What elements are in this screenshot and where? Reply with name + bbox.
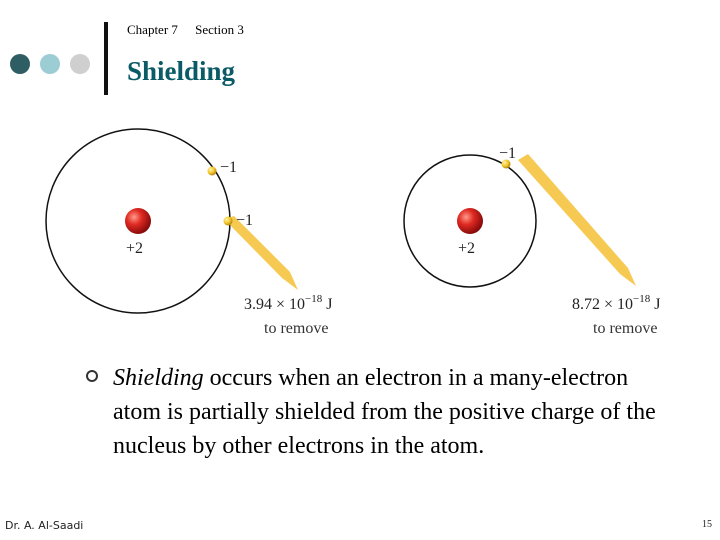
- left-energy-caption: to remove: [264, 320, 329, 337]
- section-label: Section 3: [195, 22, 244, 37]
- dot-dark-teal: [10, 54, 30, 74]
- chapter-label: Chapter 7: [127, 22, 178, 37]
- left-nucleus: [125, 208, 151, 234]
- header-divider: [104, 22, 108, 95]
- dot-light-teal: [40, 54, 60, 74]
- footer-author: Dr. A. Al-Saadi: [5, 519, 84, 532]
- right-nucleus-charge: +2: [458, 240, 476, 257]
- breadcrumb: [127, 22, 258, 38]
- right-energy-value: $8.72 \times 10^{-18}$ J: [572, 293, 661, 313]
- left-energy-value: $3.94 \times 10^{-18}$ J: [244, 293, 333, 313]
- bullet-term: Shielding: [113, 365, 204, 391]
- decorative-dots: [0, 44, 100, 84]
- dot-gray: [70, 54, 90, 74]
- page-number: 15: [702, 519, 712, 530]
- left-electron-2: [224, 217, 233, 226]
- right-energy-caption: to remove: [593, 320, 658, 337]
- bullet-text: [113, 361, 673, 463]
- shielding-figure: [0, 110, 720, 350]
- left-electron-1: [208, 167, 217, 176]
- slide-title: Shielding: [127, 56, 236, 86]
- bullet-body: occurs when an electron in a many-electron atom is partially shielded from the positive charge of the nucleus by other electrons in the atom.: [113, 365, 656, 459]
- left-electron-2-charge: −1: [236, 212, 254, 229]
- right-nucleus: [457, 208, 483, 234]
- right-electron-charge: −1: [499, 145, 517, 162]
- bullet-circle-icon: [86, 370, 98, 382]
- left-electron-1-charge: −1: [220, 159, 238, 176]
- left-nucleus-charge: +2: [126, 240, 144, 257]
